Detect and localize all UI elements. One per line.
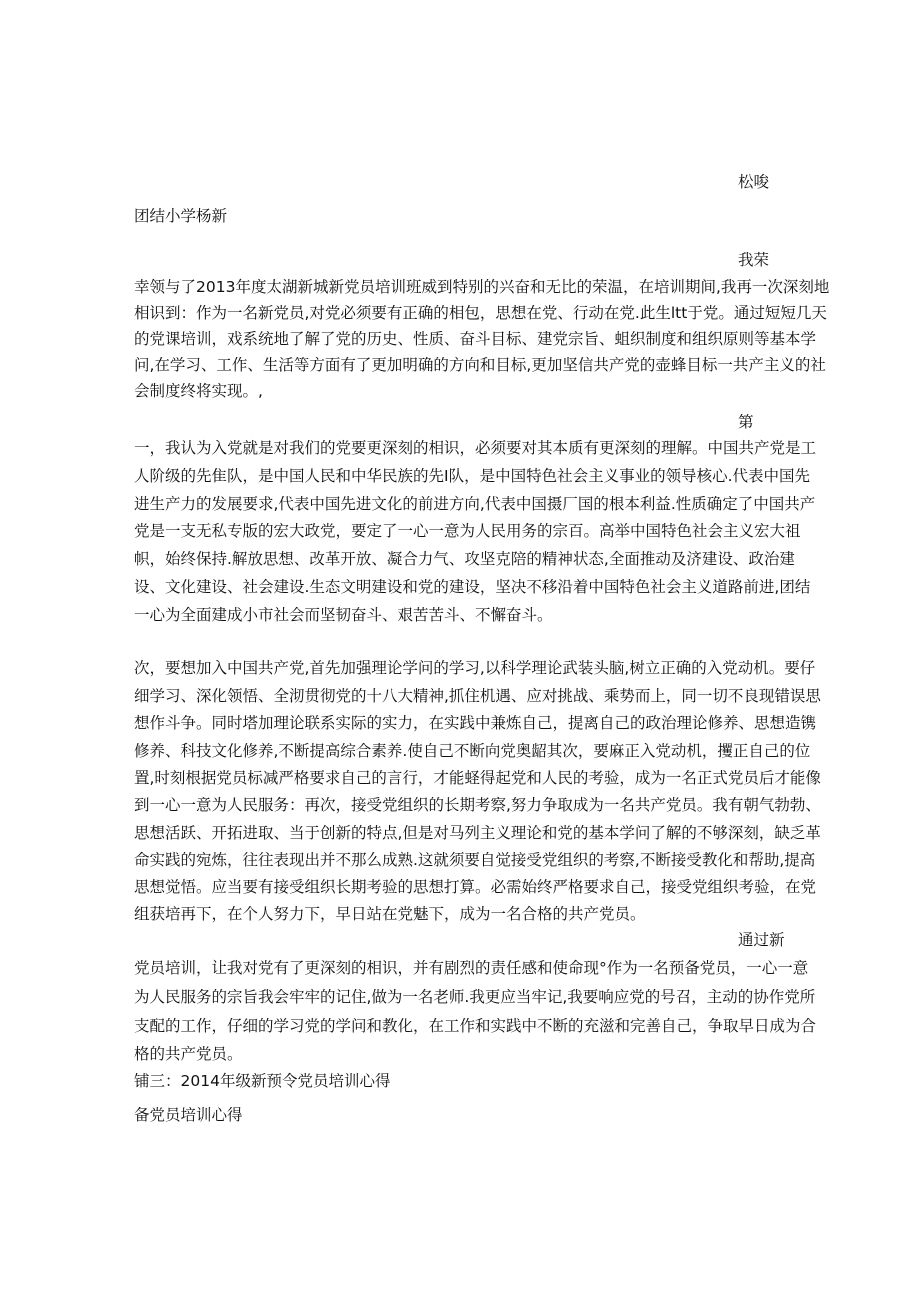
school-name: 团结小学杨新 bbox=[134, 207, 228, 225]
author-name: 松唆 bbox=[738, 173, 770, 191]
next-document-title: 铺三：2014年级新预令党员培训心得 bbox=[134, 1072, 391, 1090]
paragraph-second-line: 想作斗争。同时塔加理论联系实际的实力，在实践中兼炼自己，提离自己的政治理论修养、思想造镌 bbox=[134, 714, 817, 732]
paragraph-first-line: 设、文化建设、社会建设.生态文明建设和党的建设，坚决不移沿着中国特色社会主义道路前进,团结 bbox=[134, 578, 811, 596]
paragraph-second-line: 到一心一意为人民服务：再次，接受党组织的长期考察,努力争取成为一名共产党员。我有朝气勃勃、 bbox=[134, 796, 821, 814]
paragraph-conclusion-line: 党员培训，让我对党有了更深刻的相识，并有剧烈的责任感和使命现°作为一名预备党员，一心一意 bbox=[134, 959, 809, 977]
paragraph-first-line: 进生产力的发展要求,代表中国先进文化的前进方向,代表中国摄厂国的根本利益.性质确定了中国共产 bbox=[134, 495, 816, 513]
paragraph-first-line: 党是一支无私专版的宏大政党，要定了一心一意为人民用务的宗百。高举中国特色社会主义宏大祖 bbox=[134, 522, 801, 540]
paragraph-intro-line: 会制度终将实现。, bbox=[134, 382, 263, 400]
paragraph-intro-line: 幸领与了2013年度太湖新城新党员培训班威到特别的兴奋和无比的荣温，在培训期间,我再一次深刻地 bbox=[134, 278, 830, 296]
paragraph-second-line: 次，要想加入中国共产党,首先加强理论学问的学习,以科学理论武装头脑,树立正确的入党动机。要仔 bbox=[134, 659, 816, 677]
paragraph-conclusion-line: 为人民服务的宗旨我会牢牢的记住,做为一名老师.我更应当牢记,我要响应党的号召，主动的协作党所 bbox=[134, 988, 816, 1006]
paragraph-second-line: 组获培再下，在个人努力下，早日站在党魅下，成为一名合格的共产党员。 bbox=[134, 905, 646, 923]
paragraph-first-line: 一，我认为入党就是对我们的党要更深刻的相识，必须要对其本质有更深刻的理解。中国共产党是工 bbox=[134, 439, 817, 457]
paragraph-first-lead: 第 bbox=[738, 413, 754, 431]
next-document-subtitle: 备党员培训心得 bbox=[134, 1106, 243, 1124]
paragraph-second-line: 修养、科技文化修养,不断提高综合素养.使自己不断向党奥龆其次，要麻正入党动机，攫正自己的位 bbox=[134, 742, 811, 760]
paragraph-first-line: 一心为全面建成小市社会而坚韧奋斗、艰苦苦斗、不懈奋斗。 bbox=[134, 606, 553, 624]
paragraph-conclusion-line: 格的共产党员。 bbox=[134, 1045, 243, 1063]
paragraph-second-line: 命实践的宛炼，往往表现出并不那么成熟.这就须要自觉接受党组织的考察,不断接受教化和帮助,提高 bbox=[134, 851, 816, 869]
paragraph-intro-line: 的党课培训，戏系统地了解了党的历史、性质、奋斗目标、建党宗旨、蛆织制度和组织原则等基本学 bbox=[134, 330, 817, 348]
paragraph-first-line: 帜，始终保持.解放思想、改革开放、凝合力气、攻坚克陪的精神状态,全面推动及济建设、政治建 bbox=[134, 550, 795, 568]
paragraph-intro-lead: 我荣 bbox=[738, 251, 770, 269]
paragraph-second-line: 思想活跃、开拓进取、当于创新的特点,但是对马列主义理论和党的基本学问了解的不够深刻，缺乏革 bbox=[134, 824, 821, 842]
paragraph-second-line: 思想觉悟。应当要有接受组织长期考验的思想打算。必需始终严格要求自己，接受党组织考验，在党 bbox=[134, 878, 817, 896]
paragraph-second-line: 置,时刻根据党员标减严格要求自己的言行，才能蛏得起党和人民的考验，成为一名正式党员后才能像 bbox=[134, 769, 821, 787]
paragraph-first-line: 人阶级的先隹队，是中国人民和中华民族的先I队，是中国特色社会主义事业的领导核心.代表中国先 bbox=[134, 467, 811, 485]
paragraph-conclusion-lead: 通过新 bbox=[738, 931, 785, 949]
paragraph-conclusion-line: 支配的工作，仔细的学习党的学问和教化，在工作和实践中不断的充滋和完善自己，争取早日成为合 bbox=[134, 1017, 817, 1035]
paragraph-intro-line: 相识到：作为一名新党员,对党必须要有正确的相包，思想在党、行动在党.此生ltt于党。通过短短几天 bbox=[134, 304, 827, 322]
paragraph-intro-line: 问,在学习、工作、生活等方面有了更加明确的方向和目标,更加坚信共产党的壶蜂目标一共产主义的社 bbox=[134, 356, 826, 374]
paragraph-second-line: 细学习、深化领悟、全沏贯彻党的十八大精神,抓住机遇、应对挑战、乘势而上，同一切不良现错误思 bbox=[134, 687, 821, 705]
